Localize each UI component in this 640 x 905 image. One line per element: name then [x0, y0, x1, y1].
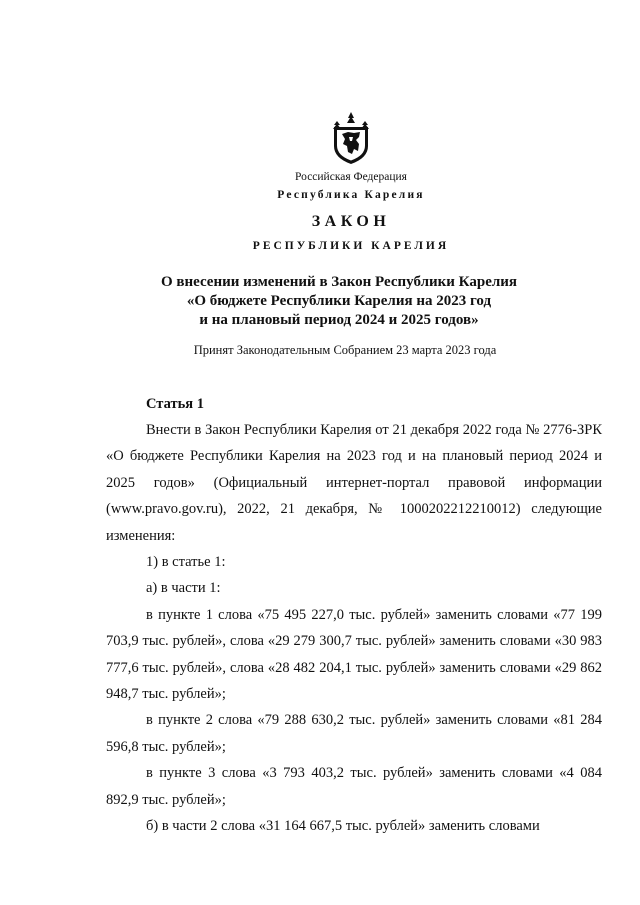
republic-name: Республика Карелия [277, 189, 425, 201]
country-name: Российская Федерация [295, 171, 407, 183]
document-type: ЗАКОН [311, 213, 391, 230]
article-body [106, 417, 602, 840]
article-heading: Статья 1 [146, 396, 204, 412]
paragraph: Внести в Закон Республики Карелия от 21 декабря 2022 года № 2776-ЗРК «О бюджете Республики Карелия на 2023 год и на плановый период 2024 и 2025 годов» (Официальный интернет-портал правовой информации (www.pravo.gov.ru), 2022, 21 декабря, № 1000202212210012) следующие изменения: [106, 422, 602, 544]
document-type-subtitle: РЕСПУБЛИКИ КАРЕЛИЯ [252, 240, 450, 252]
paragraph: в пункте 1 слова «75 495 227,0 тыс. рублей» заменить словами «77 199 703,9 тыс. рублей», слова «29 279 300,7 тыс. рублей» заменить словами «30 983 777,6 тыс. рублей», слова «28 482 204,1 тыс. рублей» заменить словами «29 862 948,7 тыс. рублей»; [106, 606, 602, 703]
law-title-line: О внесении изменений в Закон Республики Карелия [160, 274, 518, 290]
adoption-note: Принят Законодательным Собранием 23 марта 2023 года [193, 343, 497, 357]
paragraph: б) в части 2 слова «31 164 667,5 тыс. рублей» заменить словами [146, 818, 540, 835]
karelia-coat-of-arms-icon [329, 111, 373, 165]
law-title-line: и на плановый период 2024 и 2025 годов» [199, 312, 479, 328]
paragraph: 1) в статье 1: [146, 554, 226, 571]
paragraph: а) в части 1: [146, 580, 221, 597]
law-title [0, 273, 640, 330]
law-title-line: «О бюджете Республики Карелия на 2023 год [186, 293, 492, 309]
paragraph: в пункте 2 слова «79 288 630,2 тыс. рублей» заменить словами «81 284 596,8 тыс. рублей»; [106, 712, 602, 755]
paragraph: в пункте 3 слова «3 793 403,2 тыс. рублей» заменить словами «4 084 892,9 тыс. рублей»; [106, 765, 602, 808]
